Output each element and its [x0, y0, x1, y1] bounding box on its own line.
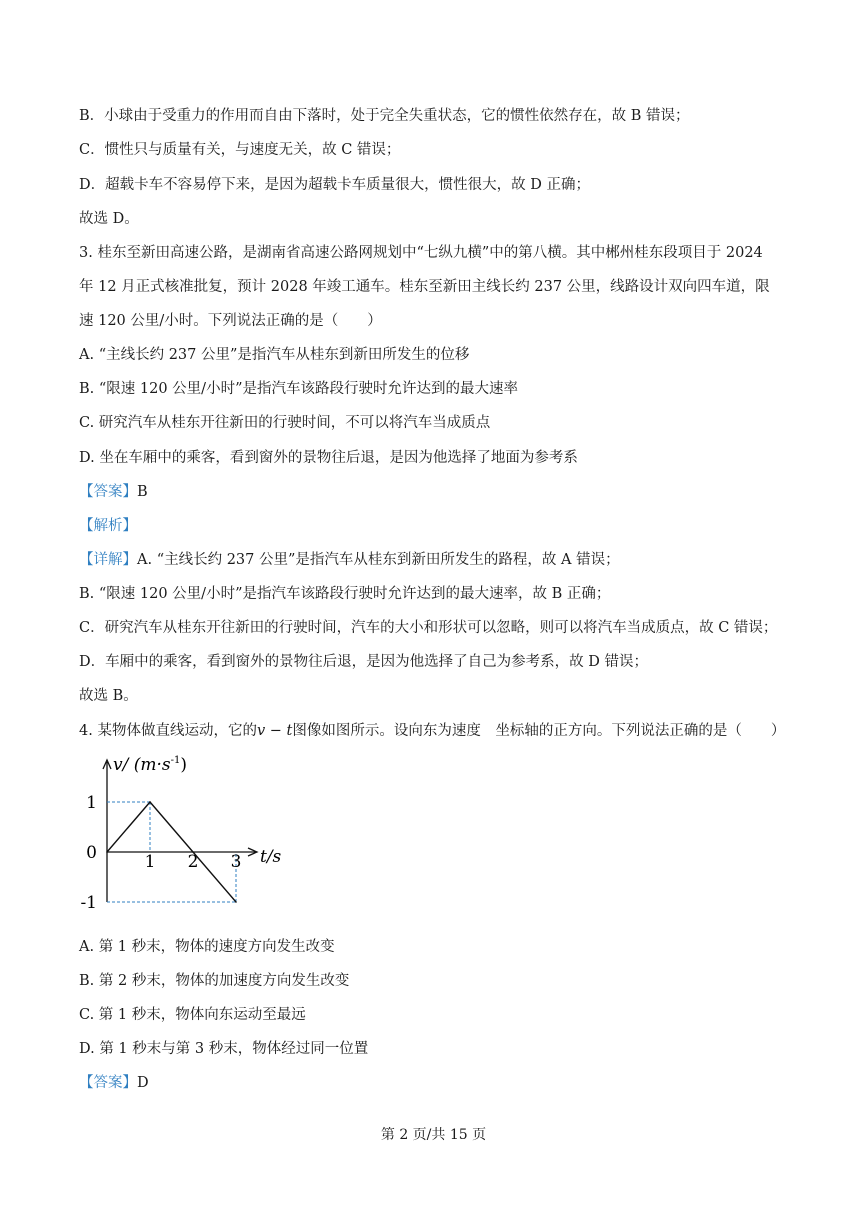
data-point: [235, 901, 237, 903]
answer-tag: 【答案】: [79, 484, 137, 500]
explanation-tag: 【详解】: [79, 552, 137, 568]
page-footer: 第 2 页/共 15 页: [380, 1127, 487, 1143]
explanation-line: D．车厢中的乘客，看到窗外的景物往后退，是因为他选择了自己为参考系，故 D 错误；: [79, 654, 648, 670]
graph-axes: [103, 760, 257, 902]
question-3-option-b: B. “限速 120 公里/小时”是指汽车该路段行驶时允许达到的最大速率: [79, 381, 518, 397]
y-axis-label: v/ $(m\cdot s^{-1})$: [113, 755, 188, 775]
answer-line: 【答案】D: [79, 1075, 149, 1091]
vt-graph: [76, 752, 306, 917]
x-tick-label: 2: [187, 852, 199, 872]
text-line: 故选 D。: [79, 211, 139, 227]
question-3-option-a: A. “主线长约 237 公里”是指汽车从桂东到新田所发生的位移: [79, 347, 470, 363]
question-4-option-a: A. 第 1 秒末，物体的速度方向发生改变: [79, 939, 335, 955]
answer-tag: 【答案】: [79, 1075, 137, 1091]
y-tick-label: -1: [80, 893, 97, 913]
question-4-option-c: C. 第 1 秒末，物体向东运动至最远: [79, 1007, 306, 1023]
analysis-tag: 【解析】: [79, 518, 137, 534]
x-axis-label: t/s: [260, 847, 282, 867]
y-tick-label: 1: [86, 793, 97, 813]
text-line: C．惯性只与质量有关，与速度无关，故 C 错误；: [79, 142, 401, 158]
analysis-line: [79, 516, 137, 536]
data-point: [149, 801, 151, 803]
explanation-line: 故选 B。: [79, 688, 138, 704]
question-3-stem: 3. 桂东至新田高速公路，是湖南省高速公路网规划中“七纵九横”中的第八横。其中郴州桂东段项目于 2024: [79, 245, 763, 261]
answer-line: 【答案】B: [79, 484, 148, 500]
question-3-stem: 速 120 公里/小时。下列说法正确的是（ ）: [79, 313, 382, 329]
explanation-line: C．研究汽车从桂东开往新田的行驶时间，汽车的大小和形状可以忽略，则可以将汽车当成质点，故 C 错误；: [79, 620, 778, 636]
x-tick-label: 3: [230, 852, 242, 872]
x-tick-label: 1: [144, 852, 156, 872]
question-4-stem: 4. 某物体做直线运动，它的v − t图像如图所示。设向东为速度 坐标轴的正方向。下列说法正确的是（ ）: [79, 723, 786, 739]
explanation-line: B. “限速 120 公里/小时”是指汽车该路段行驶时允许达到的最大速率，故 B 正确；: [79, 586, 611, 602]
explanation-line: 【详解】A. “主线长约 237 公里”是指汽车从桂东到新田所发生的路程，故 A 错误；: [79, 552, 620, 568]
y-tick-label: 0: [86, 843, 97, 863]
question-4-option-b: B. 第 2 秒末，物体的加速度方向发生改变: [79, 973, 350, 989]
vt-symbol: v − t: [256, 723, 293, 739]
question-4-option-d: D. 第 1 秒末与第 3 秒末，物体经过同一位置: [79, 1041, 369, 1057]
question-3-option-c: C. 研究汽车从桂东开往新田的行驶时间，不可以将汽车当成质点: [79, 415, 491, 431]
question-3-stem: 年 12 月正式核准批复，预计 2028 年竣工通车。桂东至新田主线长约 237 公里，线路设计双向四车道，限: [79, 279, 770, 295]
data-point: [106, 851, 108, 853]
text-line: B．小球由于受重力的作用而自由下落时，处于完全失重状态，它的惯性依然存在，故 B 错误；: [79, 108, 690, 124]
question-3-option-d: D. 坐在车厢中的乘客，看到窗外的景物往后退，是因为他选择了地面为参考系: [79, 450, 578, 466]
text-line: D．超载卡车不容易停下来，是因为超载卡车质量很大，惯性很大，故 D 正确；: [79, 177, 590, 193]
